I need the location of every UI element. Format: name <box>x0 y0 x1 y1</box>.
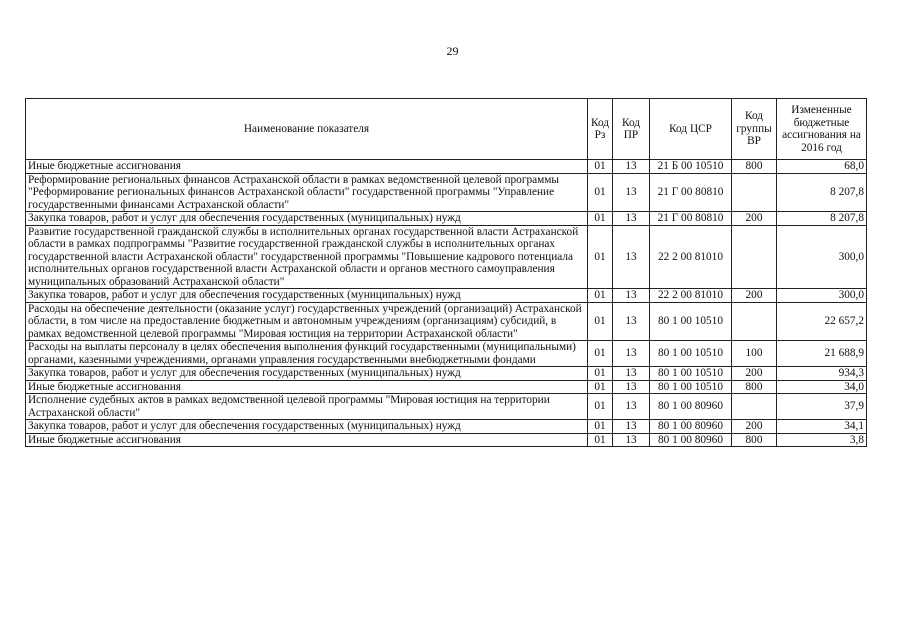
row-pr: 13 <box>613 289 650 303</box>
row-name: Развитие государственной гражданской службы в исполнительных органах государственной власти Астраханской области в рамках подпрограммы "Развитие государственной гражданской службы в исполнительных органах государственной власти Астраханской области" государственной программы "Повышение кадрового потенциала исполнительных органов государственной власти Астраханской области и органов местного самоуправления муниципальных образований Астраханской области" <box>26 225 588 289</box>
row-csr: 22 2 00 81010 <box>650 225 732 289</box>
table-row <box>26 341 867 367</box>
table-row <box>26 302 867 341</box>
row-name: Закупка товаров, работ и услуг для обеспечения государственных (муниципальных) нужд <box>26 212 588 226</box>
row-amount: 34,1 <box>777 420 867 434</box>
row-vr: 800 <box>732 380 777 394</box>
row-vr <box>732 225 777 289</box>
row-rz: 01 <box>588 341 613 367</box>
row-vr: 800 <box>732 160 777 174</box>
row-name: Иные бюджетные ассигнования <box>26 160 588 174</box>
row-name: Расходы на обеспечение деятельности (оказание услуг) государственных учреждений (организаций) Астраханской области, в том числе на предоставление бюджетным и автономным учреждениям (организациям) субсидий, в рамках ведомственной целевой программы "Мировая юстиция на территории Астраханской области" <box>26 302 588 341</box>
row-pr: 13 <box>613 212 650 226</box>
row-csr: 21 Г 00 80810 <box>650 212 732 226</box>
header-name: Наименование показателя <box>26 99 588 160</box>
row-amount: 8 207,8 <box>777 173 867 212</box>
row-rz: 01 <box>588 225 613 289</box>
row-csr: 80 1 00 10510 <box>650 380 732 394</box>
row-amount: 34,0 <box>777 380 867 394</box>
table-row <box>26 367 867 381</box>
row-name: Реформирование региональных финансов Астраханской области в рамках ведомственной целевой программы "Реформирование региональных финансов Астраханской области" государственной программы "Управление государственными финансами Астраханской области" <box>26 173 588 212</box>
row-rz: 01 <box>588 212 613 226</box>
page-number: 29 <box>446 44 459 58</box>
row-csr: 80 1 00 80960 <box>650 394 732 420</box>
row-vr: 800 <box>732 433 777 447</box>
row-vr <box>732 302 777 341</box>
row-amount: 68,0 <box>777 160 867 174</box>
header-vr: Код группы ВР <box>732 99 777 160</box>
row-rz: 01 <box>588 160 613 174</box>
row-rz: 01 <box>588 302 613 341</box>
row-name: Закупка товаров, работ и услуг для обеспечения государственных (муниципальных) нужд <box>26 367 588 381</box>
row-pr: 13 <box>613 380 650 394</box>
row-rz: 01 <box>588 380 613 394</box>
table-row <box>26 380 867 394</box>
row-vr: 200 <box>732 289 777 303</box>
row-rz: 01 <box>588 420 613 434</box>
table-row <box>26 225 867 289</box>
row-vr <box>732 173 777 212</box>
row-pr: 13 <box>613 225 650 289</box>
row-csr: 80 1 00 10510 <box>650 302 732 341</box>
row-rz: 01 <box>588 394 613 420</box>
row-rz: 01 <box>588 433 613 447</box>
row-pr: 13 <box>613 394 650 420</box>
row-amount: 3,8 <box>777 433 867 447</box>
row-name: Исполнение судебных актов в рамках ведомственной целевой программы "Мировая юстиция на территории Астраханской области" <box>26 394 588 420</box>
row-pr: 13 <box>613 302 650 341</box>
table-row <box>26 289 867 303</box>
table-row <box>26 212 867 226</box>
row-name: Иные бюджетные ассигнования <box>26 380 588 394</box>
table-row <box>26 420 867 434</box>
row-amount: 37,9 <box>777 394 867 420</box>
row-pr: 13 <box>613 160 650 174</box>
row-pr: 13 <box>613 433 650 447</box>
row-rz: 01 <box>588 173 613 212</box>
row-amount: 300,0 <box>777 225 867 289</box>
table-row <box>26 394 867 420</box>
row-csr: 80 1 00 80960 <box>650 420 732 434</box>
row-pr: 13 <box>613 420 650 434</box>
row-vr: 200 <box>732 212 777 226</box>
table-row <box>26 160 867 174</box>
row-pr: 13 <box>613 367 650 381</box>
row-csr: 21 Г 00 80810 <box>650 173 732 212</box>
budget-table <box>25 98 867 447</box>
row-vr: 100 <box>732 341 777 367</box>
row-amount: 934,3 <box>777 367 867 381</box>
row-vr <box>732 394 777 420</box>
table-header-row <box>26 99 867 160</box>
row-csr: 80 1 00 80960 <box>650 433 732 447</box>
row-name: Закупка товаров, работ и услуг для обеспечения государственных (муниципальных) нужд <box>26 420 588 434</box>
row-csr: 80 1 00 10510 <box>650 341 732 367</box>
row-vr: 200 <box>732 420 777 434</box>
table-row <box>26 433 867 447</box>
row-rz: 01 <box>588 289 613 303</box>
table-row <box>26 173 867 212</box>
row-csr: 21 Б 00 10510 <box>650 160 732 174</box>
row-amount: 22 657,2 <box>777 302 867 341</box>
row-amount: 8 207,8 <box>777 212 867 226</box>
row-csr: 80 1 00 10510 <box>650 367 732 381</box>
row-name: Расходы на выплаты персоналу в целях обеспечения выполнения функций государственными (муниципальными) органами, казенными учреждениями, органами управления государственными внебюджетными фондами <box>26 341 588 367</box>
header-pr: Код ПР <box>613 99 650 160</box>
row-name: Иные бюджетные ассигнования <box>26 433 588 447</box>
row-csr: 22 2 00 81010 <box>650 289 732 303</box>
row-name: Закупка товаров, работ и услуг для обеспечения государственных (муниципальных) нужд <box>26 289 588 303</box>
row-vr: 200 <box>732 367 777 381</box>
row-amount: 300,0 <box>777 289 867 303</box>
header-rz: Код Рз <box>588 99 613 160</box>
row-amount: 21 688,9 <box>777 341 867 367</box>
header-amount: Измененные бюджетные ассигнования на 2016 год <box>777 99 867 160</box>
row-pr: 13 <box>613 341 650 367</box>
row-pr: 13 <box>613 173 650 212</box>
row-rz: 01 <box>588 367 613 381</box>
header-csr: Код ЦСР <box>650 99 732 160</box>
